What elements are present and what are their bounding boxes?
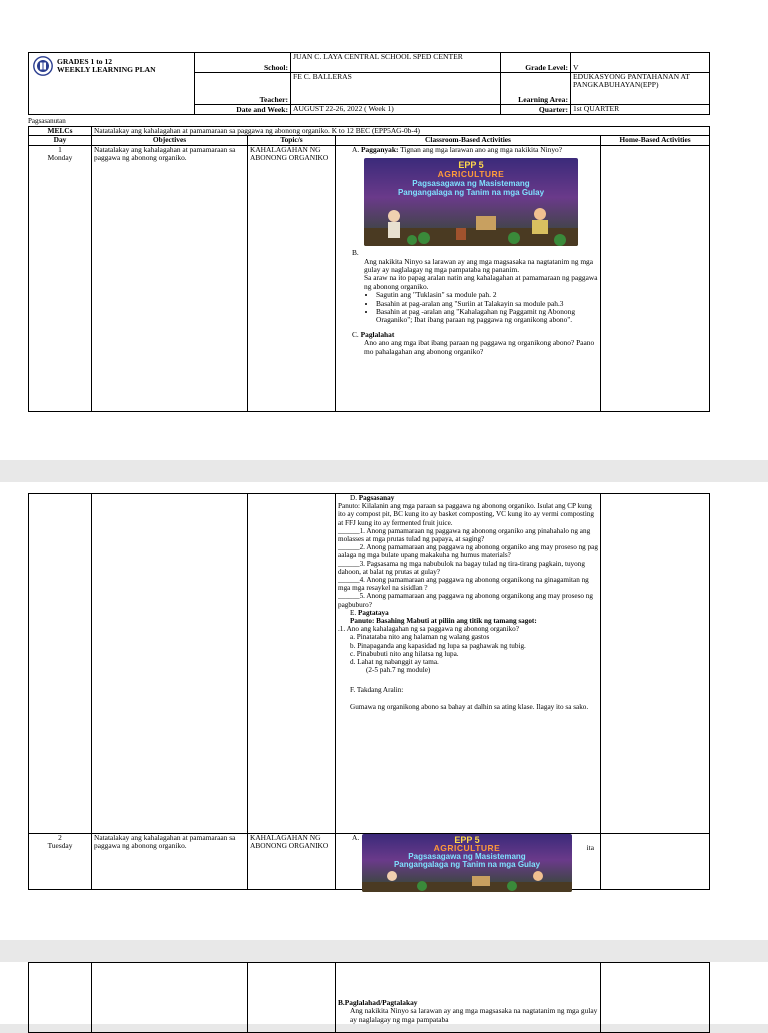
day1-activities [336, 145, 601, 411]
activity-f: F. Takdang Aralin: [350, 686, 404, 695]
page2-activities: D. Pagsasanay Panuto: Kilalanin ang mga paraan sa paggawa ng abonong organiko. Isulat ang CP kung ito ay compost pit, BC kung ito ay basket composting, VC kung ito ay vermi composting at FFJ kung ito ay fermented fruit juice. ______1. Anong pamamaraan ng paggawa ng abonong organiko ang pinahahalo ng ang molasses at mga prutas tulad ng papaya, at saging? ______2. Anong pamamaraan ang paggawa ng abonong organiko ang may proseso ng pag aalaga ng mga bulate upang makakuha ng humus materials? ______3. Pagsasama ng mga nabubulok na bagay tulad ng tira-tirang pagkain, tuyong dahoon, at balat ng prutas at gulay? ______4. Anong pamamaraan ang paggawa ng abonong organikong na ginagamitan ng mga mga resaykel na sisidlan ? ______5. Anong pamamaraan ang paggawa ng abonong organikong ang may proseso ng pagbuburo? E. Pagtataya Panuto: Basahing Mabuti at piliin ang titik ng tamang sagot: .1. Ano ang kahalagahan ng sa paggawa ng abonong organiko? a. Pinatataba nito ang halaman ng walang gastos b. Pinapaganda ang kapasidad ng lupa sa paghawak ng tubig. c. Pinabubuti nito ang hilatsa ng lupa. d. Lahat ng nabanggit ay tama. (2-5 pah.7 ng module) F. Takdang Aralin: Gumawa ng organikong abono sa bahay at dalhin sa ating klase. Ilagay ito sa sako. [336, 494, 601, 834]
farmers-illustration [364, 198, 578, 246]
plan-table-3 [28, 962, 710, 1033]
day1-name: Monday [47, 153, 73, 163]
deped-seal-icon [33, 56, 53, 76]
day2-objective: Natatalakay ang kahalagahan at pamamaraan sa paggawa ng abonong organiko. [92, 834, 248, 890]
school-value: JUAN C. LAYA CENTRAL SCHOOL SPED CENTER [291, 53, 501, 73]
date-label: Date and Week: [195, 105, 291, 115]
melcs-value: Natatalakay ang kahalagahan at pamamaraan sa paggawa ng abonong organiko. K to 12 BEC (EPP5AG-0b-4) [92, 127, 710, 136]
day2-activities: A. ita EPP 5 AGRICULTURE Pagsasagawa ng Masistemang Pangangalaga ng Tanim na mga Gulay [336, 834, 601, 890]
quarter-label: Quarter: [501, 105, 571, 115]
b-item-2: • Basahin at pag-aralan ang "Suriin at Talakayin sa module pah.3 [376, 300, 598, 308]
col-classroom: Classroom-Based Activities [336, 136, 601, 145]
header-table [28, 52, 710, 115]
activity-d: D. Pagsasanay [350, 494, 395, 502]
farmers-illustration-2 [362, 868, 572, 892]
epp-banner-image: EPP 5 AGRICULTURE Pagsasagawa ng Masistemang Pangangalaga ng Tanim na mga Gulay [364, 158, 578, 246]
school-label: School: [195, 53, 291, 73]
b-item-3: • Basahin at pag -aralan ang "Kahalagahan ng Paggamit ng Abonong Oraganiko"; Ibat ibang paraan ng paggawa ng organikong abono". [376, 308, 598, 325]
teacher-label: Teacher: [195, 73, 291, 105]
b-list [352, 291, 598, 325]
grade-label: Grade Level: [501, 53, 571, 73]
date-value: AUGUST 22-26, 2022 ( Week 1) [291, 105, 501, 115]
page3-activities: B.Paglalahad/Pagtalakay Ang nakikita Ninyo sa larawan ay ang mga magsasaka na nagtatanim ng mga gulay ay naglalagay ng mga pampataba [336, 963, 601, 1033]
epp-banner-image-2: EPP 5 AGRICULTURE Pagsasagawa ng Masistemang Pangangalaga ng Tanim na mga Gulay [362, 834, 572, 892]
activity-b: B. Ang nakikita Ninyo sa larawan ay ang mga magsasaka na nagtatanim ng mga gulay ay naglalagay ng mga pampataba ng pananim. Sa araw na ito papag aralan natin ang kahalagahan at pamamaraan ng paggawa ng abonong organiko. • Sagutin ang "Tuklasin" sa module pah. 2 • Basahin at pag-aralan ang "Suriin at Talakayin sa module pah.3 • Basahin at pag -aralan ang "Kahalagahan ng Paggamit ng Abonong Oraganiko"; Ibat ibang paraan ng paggawa ng organikong abono". [352, 249, 598, 325]
plan-title-1: GRADES 1 to 12 [57, 57, 113, 66]
day2-num: 2 [58, 833, 62, 842]
page-2 [0, 482, 768, 940]
day2-cell [29, 834, 92, 890]
header-title-cell [29, 53, 195, 105]
col-home: Home-Based Activities [601, 136, 710, 145]
b-item-1: • Sagutin ang "Tuklasin" sa module pah. 2 [376, 291, 598, 299]
day1-topic: KAHALAGAHAN NG ABONONG ORGANIKO [248, 145, 336, 411]
area-value: EDUKASYONG PANTAHANAN AT PANGKABUHAYAN(EPP) [571, 73, 710, 105]
pagsasanutan-label: Pagsasanutan [28, 117, 66, 125]
day1-num: 1 [58, 144, 62, 154]
day2-name: Tuesday [47, 841, 73, 851]
grade-value: V [571, 53, 710, 73]
teacher-value: FE C. BALLERAS [291, 73, 501, 105]
quarter-value: 1st QUARTER [571, 105, 710, 115]
day1-objective: Natatalakay ang kahalagahan at pamamaraan sa paggawa ng abonong organiko. [92, 145, 248, 411]
plan-table-1 [28, 126, 710, 412]
activity-a: A. Pagganyak: Tignan ang mga larawan ano ang mga nakikita Ninyo? [352, 144, 563, 154]
plan-title-2: WEEKLY LEARNING PLAN [57, 65, 156, 74]
plan-table-2 [28, 493, 710, 890]
page-1 [0, 0, 768, 460]
col-topics: Topic/s [248, 136, 336, 145]
col-objectives: Objectives [92, 136, 248, 145]
melcs-label: MELCs [29, 127, 92, 136]
activity-e: E. Pagtataya Panuto: Basahing Mabuti at piliin ang titik ng tamang sagot: [350, 608, 537, 626]
col-day: Day [29, 136, 92, 145]
day2-topic: KAHALAGAHAN NG ABONONG ORGANIKO [248, 834, 336, 890]
activity-c: C. Paglalahat Ano ano ang mga ibat ibang paraan ng paggawa ng organikong abono? Paano mo pahalagahan ang abonong organiko? [352, 329, 595, 356]
page-3 [0, 962, 768, 1024]
day1-cell [29, 145, 92, 411]
day1-home [601, 145, 710, 411]
area-label: Learning Area: [501, 73, 571, 105]
